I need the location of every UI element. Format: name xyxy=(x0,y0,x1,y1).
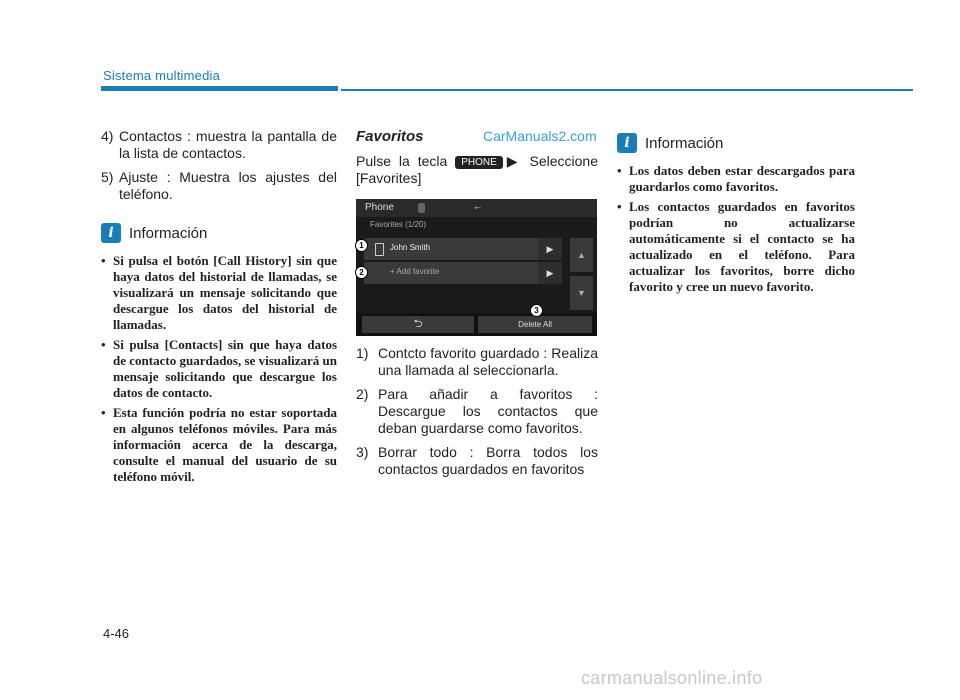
list-item: 4) Contactos : muestra la pantalla de la lista de contactos. xyxy=(101,128,337,161)
bluetooth-icon xyxy=(418,203,425,213)
watermark-link[interactable]: CarManuals2.com xyxy=(483,128,597,144)
column-left xyxy=(101,128,337,489)
back-button[interactable] xyxy=(362,316,474,333)
play-icon[interactable]: ▶ xyxy=(538,238,562,260)
section-title: Sistema multimedia xyxy=(103,68,221,83)
callout-1: 1 xyxy=(355,239,368,252)
list-item: 3) Borrar todo : Borra todos los contactos guardados en favoritos xyxy=(356,444,598,477)
column-right xyxy=(617,133,855,299)
list-item: 1) Contcto favorito guardado : Realiza una llamada al seleccionarla. xyxy=(356,345,598,378)
numbered-list xyxy=(356,345,598,478)
back-icon: ⮌ xyxy=(413,318,423,330)
add-favorite-row[interactable]: + Add favorite ▶ xyxy=(364,262,562,284)
intro-text: Pulse la tecla PHONE ▶ Seleccione [Favorites] xyxy=(356,153,598,186)
info-icon: i xyxy=(617,133,637,153)
page-number: 4-46 xyxy=(103,626,130,641)
favorites-heading: Favoritos xyxy=(356,128,424,145)
list-item: 2) Para añadir a favoritos : Descargue los contactos que deban guardarse como favoritos. xyxy=(356,386,598,436)
phone-favorites-screen xyxy=(356,199,597,336)
list-item: • Si pulsa el botón [Call History] sin que haya datos del historial de llamadas, se visualizará un mensaje solicitando que descargue los datos del historial de llamadas. xyxy=(101,253,337,332)
footer-watermark: carmanualsonline.info xyxy=(581,668,763,688)
favorites-count: Favorites (1/20) xyxy=(370,220,427,229)
phone-key-icon: PHONE xyxy=(455,156,503,169)
info-heading: i Información xyxy=(617,133,855,153)
phone-icon xyxy=(375,243,384,256)
list-item: • Si pulsa [Contacts] sin que haya datos de contacto guardados, se visualizará un mensaje solicitando que descargue los datos de contacto. xyxy=(101,337,337,400)
list-item: • Esta función podría no estar soportada en algunos teléfonos móviles. Para más información acerca de la descarga, consulte el manual del usuario de su teléfono móvil. xyxy=(101,405,337,484)
header-rule xyxy=(341,89,913,91)
favorite-row-john-smith[interactable]: John Smith ▶ xyxy=(364,238,562,260)
list-item: • Los contactos guardados en favoritos podrían no actualizarse automáticamente si el contacto se ha actualizado en el teléfono. Para actualizar los favoritos, borre dicho favorito y cree un nuevo favorito. xyxy=(617,199,855,294)
usb-icon: ⭠ xyxy=(474,202,482,212)
info-bullets xyxy=(101,253,337,485)
delete-all-button[interactable]: Delete All xyxy=(478,316,592,333)
arrow-right-icon: ▶ xyxy=(502,153,522,169)
scroll-up-icon[interactable]: ▲ xyxy=(570,238,593,272)
list-item: 5) Ajuste : Muestra los ajustes del teléfono. xyxy=(101,169,337,202)
callout-3: 3 xyxy=(530,304,543,317)
header-accent-bar xyxy=(101,86,338,91)
list-item: • Los datos deben estar descargados para guardarlos como favoritos. xyxy=(617,163,855,194)
info-bullets xyxy=(617,163,855,295)
numbered-list xyxy=(101,128,337,203)
play-icon[interactable]: ▶ xyxy=(538,262,562,284)
screen-title: Phone xyxy=(365,202,394,213)
column-middle xyxy=(356,128,598,485)
info-heading: i Información xyxy=(101,223,337,243)
callout-2: 2 xyxy=(355,266,368,279)
scroll-down-icon[interactable]: ▼ xyxy=(570,276,593,310)
info-icon: i xyxy=(101,223,121,243)
